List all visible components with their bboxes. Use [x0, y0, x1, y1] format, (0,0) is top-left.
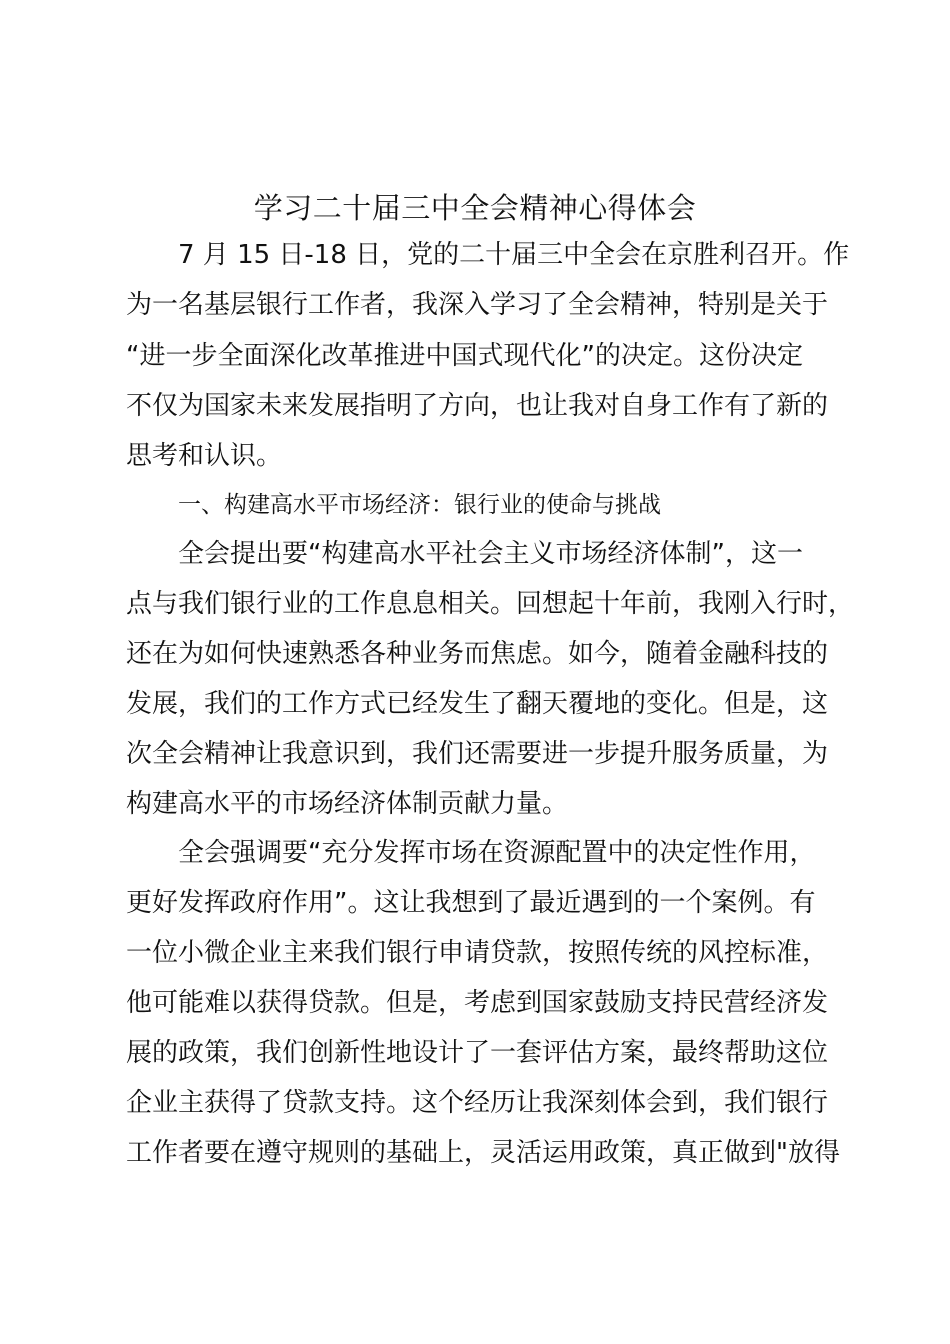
paragraph-1-line-4: 不仅为国家未来发展指明了方向，也让我对自身工作有了新的	[126, 391, 829, 421]
paragraph-2-line-1: 全会提出要“构建高水平社会主义市场经济体制”，这一	[178, 539, 803, 569]
paragraph-3-line-6: 企业主获得了贷款支持。这个经历让我深刻体会到，我们银行	[126, 1088, 829, 1118]
paragraph-1-line-5: 思考和认识。	[126, 441, 283, 471]
paragraph-3-line-7: 工作者要在遵守规则的基础上，灵活运用政策，真正做到"放得	[126, 1138, 840, 1168]
paragraph-2-line-2: 点与我们银行业的工作息息相关。回想起十年前，我刚入行时，	[126, 589, 855, 619]
document-title: 学习二十届三中全会精神心得体会	[253, 191, 697, 225]
paragraph-2-line-3: 还在为如何快速熟悉各种业务而焦虑。如今，随着金融科技的	[126, 639, 829, 669]
paragraph-2-line-6: 构建高水平的市场经济体制贡献力量。	[126, 789, 569, 819]
paragraph-3-line-1: 全会强调要“充分发挥市场在资源配置中的决定性作用，	[178, 838, 816, 868]
paragraph-3-line-2: 更好发挥政府作用”。这让我想到了最近遇到的一个案例。有	[126, 888, 816, 918]
paragraph-3-line-5: 展的政策，我们创新性地设计了一套评估方案，最终帮助这位	[126, 1038, 829, 1068]
paragraph-3-line-4: 他可能难以获得贷款。但是，考虑到国家鼓励支持民营经济发	[126, 988, 829, 1018]
paragraph-1-line-1: 7 月 15 日-18 日，党的二十届三中全会在京胜利召开。作	[178, 240, 850, 270]
paragraph-1-line-3: “进一步全面深化改革推进中国式现代化”的决定。这份决定	[126, 341, 803, 371]
paragraph-2-line-5: 次全会精神让我意识到，我们还需要进一步提升服务质量，为	[126, 739, 829, 769]
paragraph-3-line-3: 一位小微企业主来我们银行申请贷款，按照传统的风控标准，	[126, 938, 829, 968]
paragraph-2-line-4: 发展，我们的工作方式已经发生了翻天覆地的变化。但是，这	[126, 689, 829, 719]
paragraph-1-line-2: 为一名基层银行工作者，我深入学习了全会精神，特别是关于	[126, 290, 829, 320]
section-1-heading: 一、构建高水平市场经济：银行业的使命与挑战	[178, 492, 661, 518]
